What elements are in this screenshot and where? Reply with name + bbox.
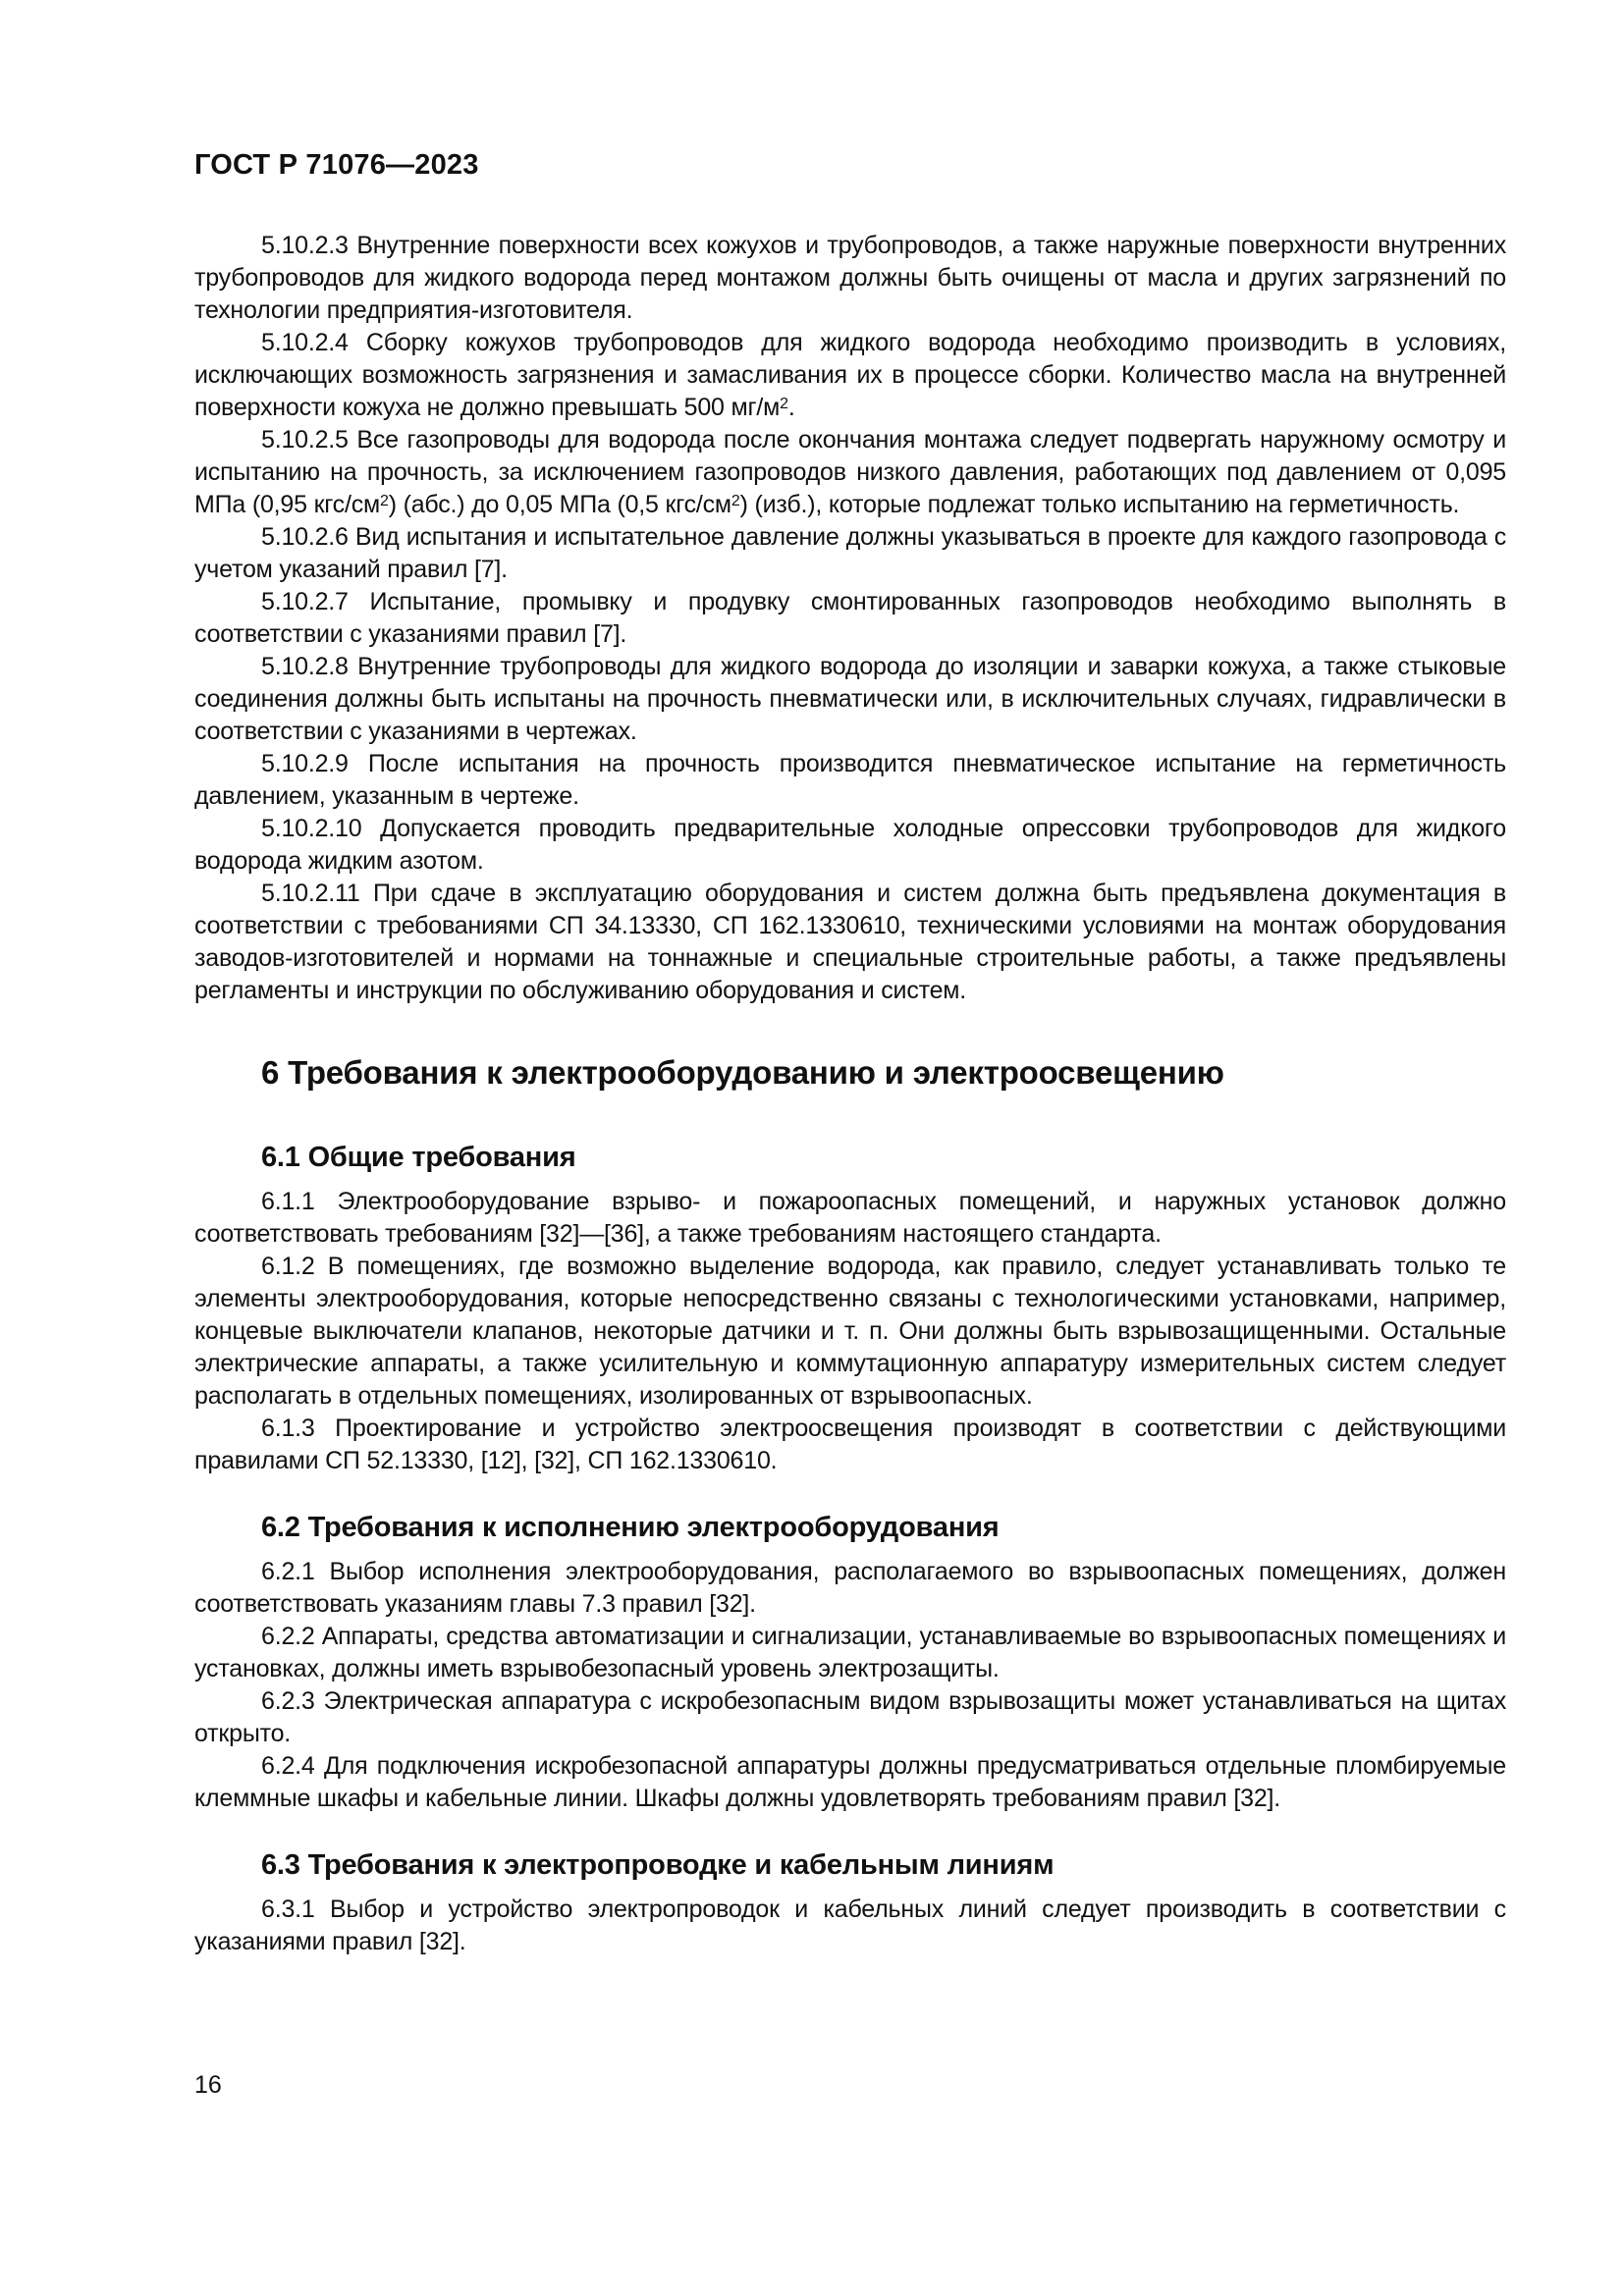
paragraph: 5.10.2.10 Допускается проводить предварительные холодные опрессовки трубопроводов для жидкого водорода жидким азотом.	[194, 815, 1506, 875]
document-body	[194, 230, 1506, 1958]
superscript: 2	[780, 395, 788, 412]
paragraph: 6.2.2 Аппараты, средства автоматизации и сигнализации, устанавливаемые во взрывоопасных помещениях и установках, должны иметь взрывобезопасный уровень электрозащиты.	[194, 1623, 1506, 1682]
paragraph: 5.10.2.8 Внутренние трубопроводы для жидкого водорода до изоляции и заварки кожуха, а также стыковые соединения должны быть испытаны на прочность пневматически или, в исключительных случаях, гидравлически в соответствии с указаниями в чертежах.	[194, 653, 1506, 745]
running-header: ГОСТ Р 71076—2023	[194, 149, 479, 181]
page-number: 16	[194, 2071, 222, 2099]
paragraph: 5.10.2.4 Сборку кожухов трубопроводов для жидкого водорода необходимо производить в условиях, исключающих возможность загрязнения и замасливания их в процессе сборки. Количество масла на внутренней поверхности кожуха не должно превышать 500 $мг/м^2$.	[194, 329, 1506, 421]
paragraph: 6.1.3 Проектирование и устройство электроосвещения производят в соответствии с действующими правилами СП 52.13330, [12], [32], СП 162.1330610.	[194, 1415, 1506, 1474]
superscript: 2	[731, 492, 740, 509]
paragraph: 5.10.2.7 Испытание, промывку и продувку смонтированных газопроводов необходимо выполнять в соответствии с указаниями правил [7].	[194, 588, 1506, 648]
subsection-heading: 6.1 Общие требования	[261, 1142, 576, 1173]
subsection-heading: 6.2 Требования к исполнению электрооборудования	[261, 1512, 1000, 1543]
paragraph: 6.1.2 В помещениях, где возможно выделение водорода, как правило, следует устанавливать только те элементы электрооборудования, которые непосредственно связаны с технологическими установками, например, концевые выключатели клапанов, некоторые датчики и т. п. Они должны быть взрывозащищенными. Остальные электрические аппараты, а также усилительную и коммутационную аппаратуру измерительных систем следует располагать в отдельных помещениях, изолированных от взрывоопасных.	[194, 1253, 1506, 1410]
paragraph: 5.10.2.9 После испытания на прочность производится пневматическое испытание на герметичность давлением, указанным в чертеже.	[194, 750, 1506, 810]
paragraph: 5.10.2.6 Вид испытания и испытательное давление должны указываться в проекте для каждого газопровода с учетом указаний правил [7].	[194, 523, 1506, 583]
paragraph: 6.2.1 Выбор исполнения электрооборудования, располагаемого во взрывоопасных помещениях, должен соответствовать указаниям главы 7.3 правил [32].	[194, 1558, 1506, 1618]
subsection-heading: 6.3 Требования к электропроводке и кабельным линиям	[261, 1849, 1055, 1881]
paragraph: 6.2.3 Электрическая аппаратура с искробезопасным видом взрывозащиты может устанавливаться на щитах открыто.	[194, 1687, 1506, 1747]
paragraph: 5.10.2.11 При сдаче в эксплуатацию оборудования и систем должна быть предъявлена документация в соответствии с требованиями СП 34.13330, СП 162.1330610, техническими условиями на монтаж оборудования заводов-изготовителей и нормами на тоннажные и специальные строительные работы, а также предъявлены регламенты и инструкции по обслуживанию оборудования и систем.	[194, 880, 1506, 1004]
paragraph: 5.10.2.5 Все газопроводы для водорода после окончания монтажа следует подвергать наружному осмотру и испытанию на прочность, за исключением газопроводов низкого давления, работающих под давлением от 0,095 МПа (0,95 кгс/$см^2$) (абс.) до 0,05 МПа (0,5 кгс/$см^2$) (изб.), которые подлежат только испытанию на герметичность.	[194, 426, 1506, 518]
chapter-heading: 6 Требования к электрооборудованию и электроосвещению	[261, 1054, 1224, 1091]
paragraph: 6.2.4 Для подключения искробезопасной аппаратуры должны предусматриваться отдельные пломбируемые клеммные шкафы и кабельные линии. Шкафы должны удовлетворять требованиям правил [32].	[194, 1752, 1506, 1812]
paragraph: 5.10.2.3 Внутренние поверхности всех кожухов и трубопроводов, а также наружные поверхности внутренних трубопроводов для жидкого водорода перед монтажом должны быть очищены от масла и других загрязнений по технологии предприятия-изготовителя.	[194, 232, 1506, 324]
superscript: 2	[380, 492, 389, 509]
paragraph: 6.3.1 Выбор и устройство электропроводок и кабельных линий следует производить в соответствии с указаниями правил [32].	[194, 1896, 1506, 1955]
paragraph: 6.1.1 Электрооборудование взрыво- и пожароопасных помещений, и наружных установок должно соответствовать требованиям [32]—[36], а также требованиям настоящего стандарта.	[194, 1188, 1506, 1248]
